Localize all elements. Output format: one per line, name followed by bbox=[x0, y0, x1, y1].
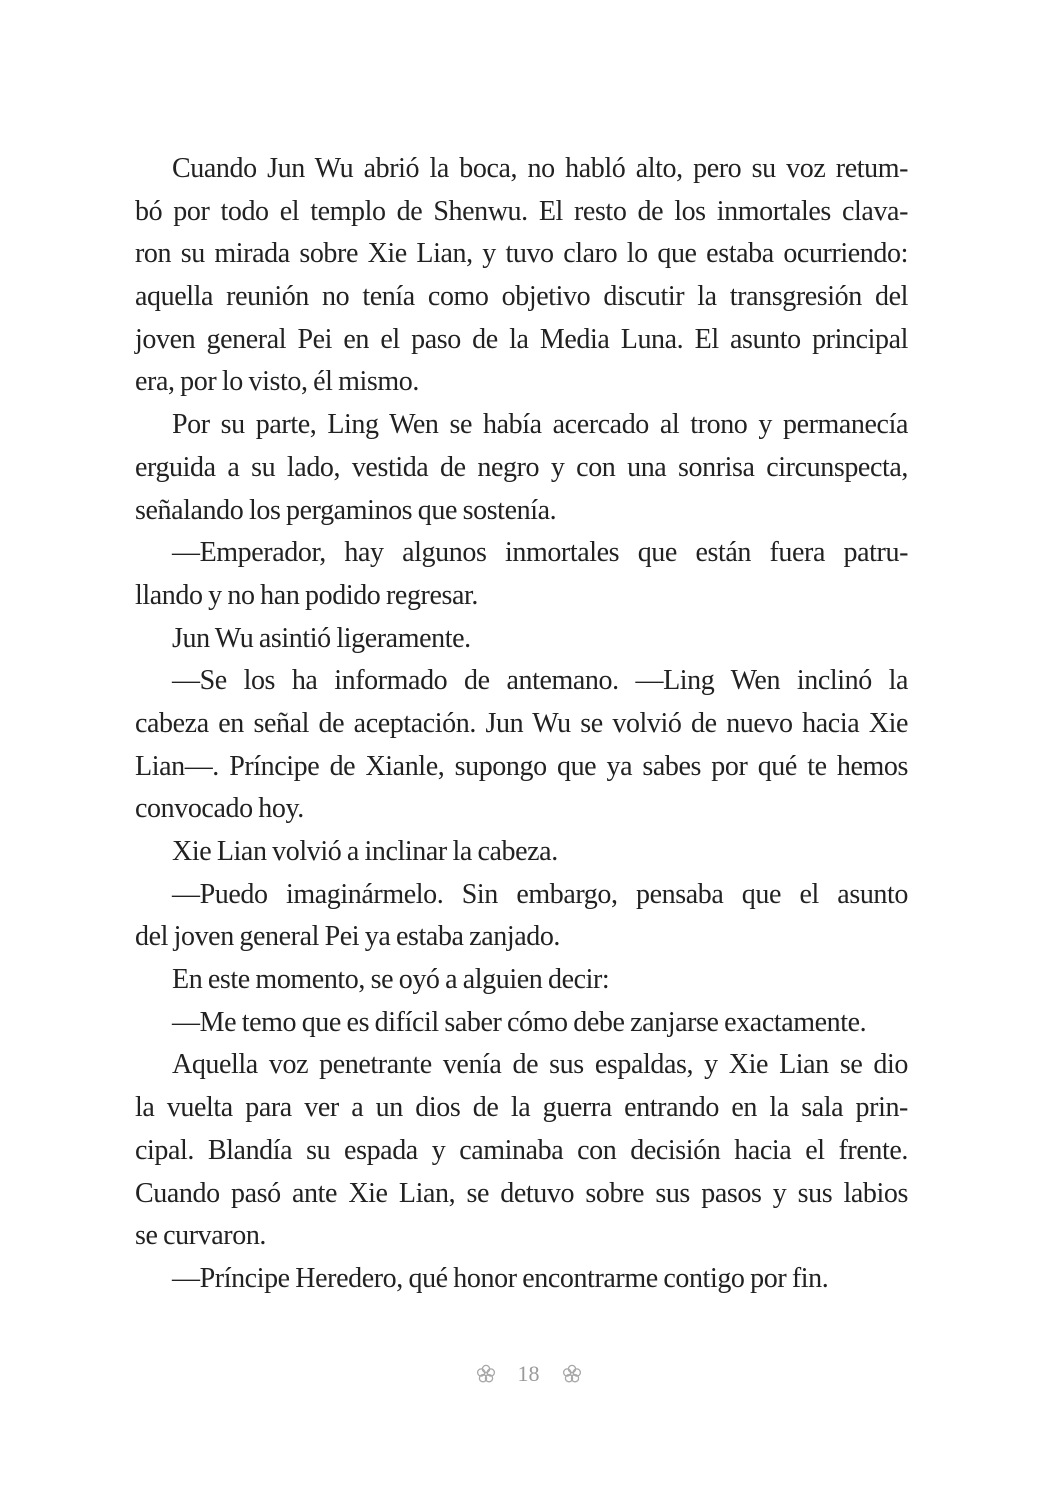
text-line: —Emperador, hay algunos inmortales que están fuera patru- bbox=[172, 537, 908, 569]
text-line: se curvaron. bbox=[135, 1220, 267, 1252]
text-line: Lian—. Príncipe de Xianle, supongo que ya sabes por qué te hemos bbox=[135, 750, 908, 782]
text-line: Aquella voz penetrante venía de sus espaldas, y Xie Lian se dio bbox=[172, 1049, 908, 1081]
text-line: En este momento, se oyó a alguien decir: bbox=[172, 964, 610, 996]
plum-blossom-icon bbox=[476, 1364, 496, 1384]
text-line: Por su parte, Ling Wen se había acercado al trono y permanecía bbox=[172, 409, 908, 441]
text-line: —Príncipe Heredero, qué honor encontrarme contigo por fin. bbox=[172, 1262, 829, 1294]
text-line: la vuelta para ver a un dios de la guerra entrando en la sala prin- bbox=[135, 1092, 908, 1124]
text-line: erguida a su lado, vestida de negro y con una sonrisa circunspecta, bbox=[135, 451, 908, 483]
page-footer bbox=[0, 1357, 1057, 1391]
text-line: llando y no han podido regresar. bbox=[135, 579, 479, 611]
body-text bbox=[135, 148, 908, 1301]
text-line: —Me temo que es difícil saber cómo debe zanjarse exactamente. bbox=[172, 1006, 867, 1038]
text-line: cabeza en señal de aceptación. Jun Wu se volvió de nuevo hacia Xie bbox=[135, 707, 908, 739]
paragraph bbox=[135, 831, 908, 874]
text-line: convocado hoy. bbox=[135, 793, 304, 825]
paragraph bbox=[135, 1258, 908, 1301]
text-line: bó por todo el templo de Shenwu. El resto de los inmortales clava- bbox=[135, 195, 908, 227]
plum-blossom-icon bbox=[562, 1364, 582, 1384]
text-line: —Puedo imaginármelo. Sin embargo, pensaba que el asunto bbox=[172, 878, 908, 910]
paragraph bbox=[135, 1002, 908, 1045]
paragraph bbox=[135, 618, 908, 661]
text-line: Xie Lian volvió a inclinar la cabeza. bbox=[172, 836, 558, 867]
text-line: aquella reunión no tenía como objetivo discutir la transgresión del bbox=[135, 281, 908, 313]
paragraph bbox=[135, 874, 908, 959]
text-line: cipal. Blandía su espada y caminaba con decisión hacia el frente. bbox=[135, 1134, 908, 1166]
text-line: señalando los pergaminos que sostenía. bbox=[135, 494, 557, 526]
page-number: 18 bbox=[517, 1361, 540, 1386]
text-line: —Se los ha informado de antemano. —Ling Wen inclinó la bbox=[172, 665, 908, 697]
paragraph bbox=[135, 404, 908, 532]
text-line: Jun Wu asintió ligeramente. bbox=[172, 622, 471, 654]
paragraph bbox=[135, 532, 908, 617]
paragraph bbox=[135, 660, 908, 831]
text-line: Cuando Jun Wu abrió la boca, no habló alto, pero su voz retum- bbox=[172, 153, 908, 184]
text-line: era, por lo visto, él mismo. bbox=[135, 366, 419, 398]
paragraph bbox=[135, 1044, 908, 1257]
text-line: ron su mirada sobre Xie Lian, y tuvo claro lo que estaba ocurriendo: bbox=[135, 238, 908, 270]
text-line: joven general Pei en el paso de la Media Luna. El asunto principal bbox=[135, 323, 908, 355]
text-line: Cuando pasó ante Xie Lian, se detuvo sobre sus pasos y sus labios bbox=[135, 1177, 908, 1209]
paragraph bbox=[135, 959, 908, 1002]
paragraph bbox=[135, 148, 908, 404]
text-line: del joven general Pei ya estaba zanjado. bbox=[135, 921, 561, 953]
